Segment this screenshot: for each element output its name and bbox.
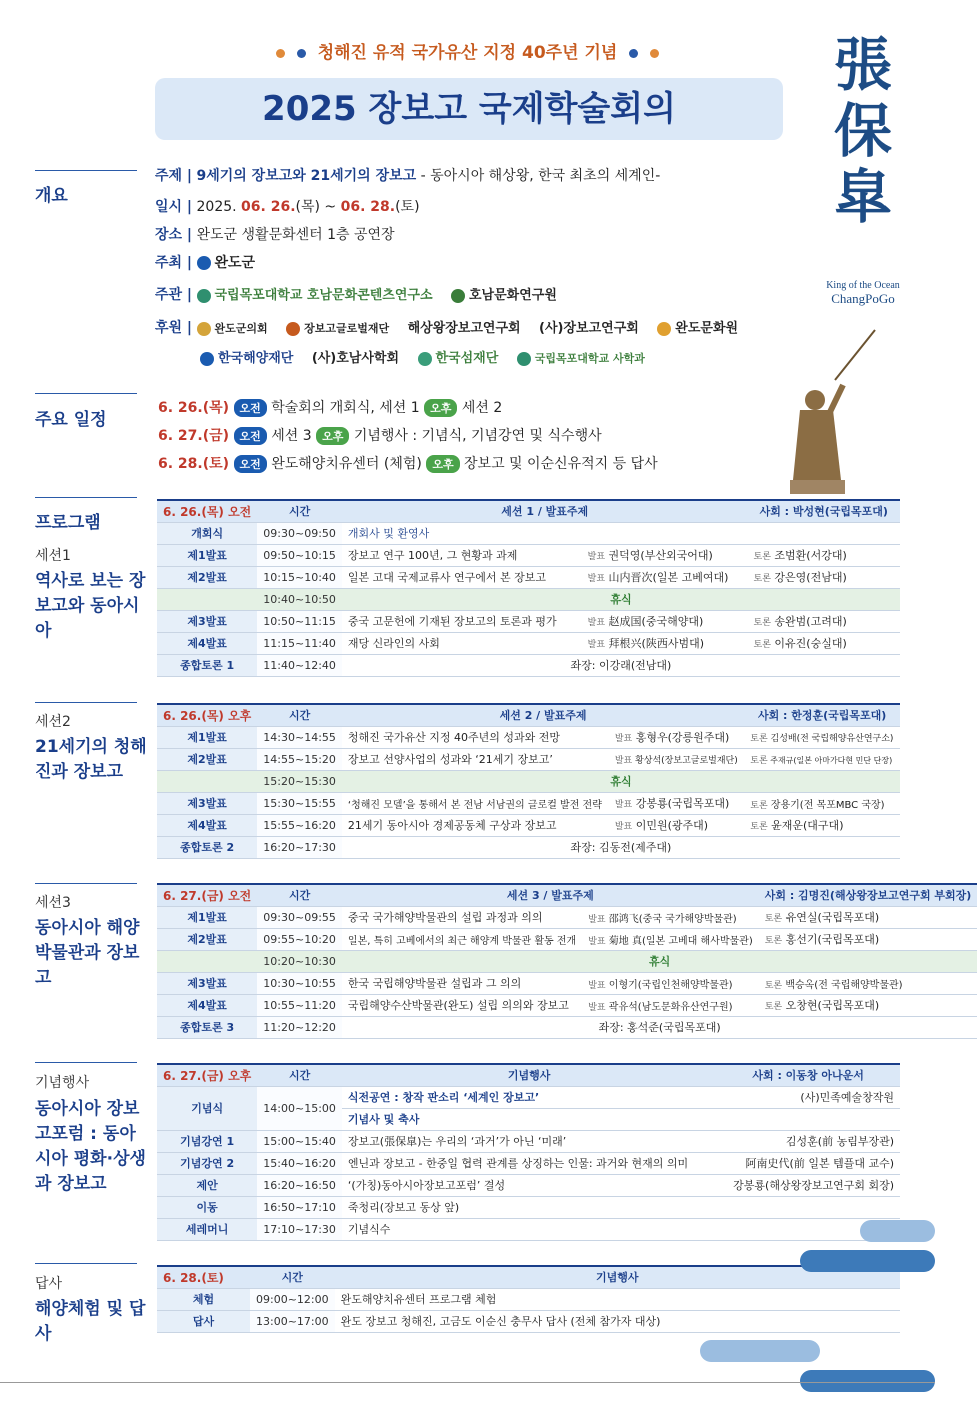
session1-title: 역사로 보는 장보고와 동아시아 [35, 571, 146, 641]
table-row: 10:20~10:30 휴식 [157, 950, 977, 972]
program-heading: 프로그램 [35, 513, 101, 533]
bottom-rule [0, 1382, 935, 1383]
session1-label: 세션1 [35, 548, 71, 564]
event-title: 2025 장보고 국제학술회의 [262, 89, 676, 129]
table-row: 제안 16:20~16:50 ‘(가칭)동아시아장보고포럼’ 결성 강봉룡(해상왕장보고연구회 회장) [157, 1174, 900, 1196]
table-row: 기념강연 2 15:40~16:20 엔닌과 장보고 - 한중일 협력 관계를 상징하는 인물: 과거와 현재의 의미 阿南史代(前 일본 템플대 교수) [157, 1152, 900, 1174]
history-dept-logo-icon [517, 352, 531, 366]
table-row: 개회식 09:30~09:50 개회사 및 환영사 [157, 522, 900, 544]
ocean-foundation-logo-icon [200, 352, 214, 366]
session2-table: 6. 26.(목) 오후 시간 세션 2 / 발표주제 사회 : 한정훈(국립목포대) 제1발표 14:30~14:55 청해진 국가유산 지정 40주년의 성과와 전망 발표 홍형우(강릉원주대) 토론 김성배(전 국립해양유산연구소) 제2발표 14:55~15:20 장보고 선양사업의 성과와 ‘21세기 장보고’ 발표 황상석(장보고글로벌재단) 토론 주재규(일본 아마가다현 민단 단장) 15:20~15:30 휴식 제3발표 15:30~15:55 ‘청해진 모델’을 통해서 본 전남 서남권의 글로컬 발전 전략 발표 강봉룡(국립목포대) 토론 장용기(전 목포MBC 국장) 제4발표 15:55~16:20 21세기 동아시아 경제공동체 구상과 장보고 발표 이민원(광주대) 토론 윤재운(대구대) 종합토론 2 16:20~17:30 좌장: 김동전(제주대) [157, 703, 900, 859]
theme-row: 주제 | 9세기의 장보고와 21세기의 장보고 - 동아시아 해상왕, 한국 최초의 세계인- [155, 168, 661, 184]
session2-title: 21세기의 청해진과 장보고 [35, 737, 147, 782]
section-divider [35, 883, 137, 884]
ceremony-table: 6. 27.(금) 오후 시간 기념행사 사회 : 이동창 아나운서 기념식 14:00~15:00 식전공연 : 창작 판소리 ‘세계인 장보고’ (사)민족예술창작원 기념사 및 축사 기념강연 1 15:00~15:40 장보고(張保皐)는 우리의 ‘과거’가 아닌 ‘미래’ 김성훈(前 농림부장관) 기념강연 2 15:40~16:20 엔닌과 장보고 - 한중일 협력 관계를 상징하는 인물: 과거와 현재의 의미 阿南史代(前 일본 템플대 교수) 제안 16:20~16:50 ‘(가칭)동아시아장보고포럼’ 결성 강봉룡(해상왕장보고연구회 회장) 이동 16:50~17:10 죽청리(장보고 동상 앞) 세레머니 17:10~17:30 기념식수 [157, 1063, 900, 1241]
date-row: 일시 | 2025. 06. 26.(목) ~ 06. 28.(토) [155, 199, 420, 215]
table-row: 답사 13:00~17:00 완도 장보고 청해진, 고금도 이순신 충무사 답사 (전체 참가자 대상) [157, 1310, 900, 1332]
table-row: 종합토론 1 11:40~12:40 좌장: 이강래(전남대) [157, 654, 900, 676]
session3-title: 동아시아 해양박물관과 장보고 [35, 918, 140, 988]
table-row: 기념강연 1 15:00~15:40 장보고(張保皐)는 우리의 ‘과거’가 아닌 ‘미래’ 김성훈(前 농림부장관) [157, 1130, 900, 1152]
university-logo-icon [197, 289, 211, 303]
ceremony-label: 기념행사 [35, 1075, 90, 1091]
schedule-row: 6. 28.(토) 오전 완도해양치유센터 (체험) 오후 장보고 및 이순신유적지 등 답사 [158, 456, 658, 472]
institute-logo-icon [451, 289, 465, 303]
wave-decoration [800, 1370, 935, 1392]
table-row: 이동 16:50~17:10 죽청리(장보고 동상 앞) [157, 1196, 900, 1218]
culture-center-logo-icon [657, 322, 671, 336]
session1-table: 6. 26.(목) 오전 시간 세션 1 / 발표주제 사회 : 박성현(국립목포대) 개회식 09:30~09:50 개회사 및 환영사 제1발표 09:50~10:15 장보고 연구 100년, 그 현황과 과제 발표 권덕영(부산외국어대) 토론 조범환(서강대) 제2발표 10:15~10:40 일본 고대 국제교류사 연구에서 본 장보고 발표 山内晋次(일본 고베여대) 토론 강은영(전남대) 10:40~10:50 휴식 제3발표 10:50~11:15 중국 고문헌에 기재된 장보고의 토론과 평가 발표 赵成国(중국해양대) 토론 송완범(고려대) 제4발표 11:15~11:40 재당 신라인의 사회 발표 拜根兴(陕西사범대) 토론 이유진(숭실대) 종합토론 1 11:40~12:40 좌장: 이강래(전남대) [157, 499, 900, 677]
sponsor-row-2: 한국해양재단 (사)호남사학회 한국섬재단 국립목포대학교 사학과 [200, 347, 659, 366]
table-row: 제4발표 10:55~11:20 국립해양수산박물관(완도) 설립 의의와 장보고 발표 곽유석(남도문화유산연구원) 토론 오창현(국립목포대) [157, 994, 977, 1016]
host-row: 주최 | 완도군 [155, 255, 256, 271]
section-divider [35, 497, 137, 498]
table-row: 세레머니 17:10~17:30 기념식수 [157, 1218, 900, 1240]
table-row: 제2발표 09:55~10:20 일본, 특히 고베에서의 최근 해양계 박물관 활동 전개 발표 菊地 真(일본 고베대 해사박물관) 토론 홍선기(국립목포대) [157, 928, 977, 950]
calligraphy-logo: 張 保 皐 [833, 31, 892, 231]
venue-row: 장소 | 완도군 생활문화센터 1층 공연장 [155, 227, 395, 243]
foundation-logo-icon [286, 322, 300, 336]
tour-table: 6. 28.(토) 시간 기념행사 체험 09:00~12:00 완도해양치유센터 프로그램 체험 답사 13:00~17:00 완도 장보고 청해진, 고금도 이순신 충무사 답사 (전체 참가자 대상) [157, 1265, 900, 1333]
schedule-heading: 주요 일정 [35, 410, 107, 430]
island-foundation-logo-icon [418, 352, 432, 366]
table-row: 제4발표 11:15~11:40 재당 신라인의 사회 발표 拜根兴(陕西사범대) 토론 이유진(숭실대) [157, 632, 900, 654]
section-divider [35, 1062, 137, 1063]
table-row: 10:40~10:50 휴식 [157, 588, 900, 610]
table-row: 종합토론 3 11:20~12:20 좌장: 홍석준(국립목포대) [157, 1016, 977, 1038]
table-row: 제1발표 14:30~14:55 청해진 국가유산 지정 40주년의 성과와 전망 발표 홍형우(강릉원주대) 토론 김성배(전 국립해양유산연구소) [157, 726, 900, 748]
wando-logo-icon [197, 256, 211, 270]
sponsor-row-1: 후원 | 완도군의회 장보고글로벌재단 해상왕장보고연구회 (사)장보고연구회 완도문화원 [155, 320, 739, 336]
table-row: 제1발표 09:30~09:55 중국 국가해양박물관의 설립 과정과 의의 발표 邵鸿飞(중국 국가해양박물관) 토론 유연실(국립목포대) [157, 906, 977, 928]
table-row: 제2발표 10:15~10:40 일본 고대 국제교류사 연구에서 본 장보고 발표 山内晋次(일본 고베여대) 토론 강은영(전남대) [157, 566, 900, 588]
schedule-row: 6. 26.(목) 오전 학술회의 개회식, 세션 1 오후 세션 2 [158, 400, 503, 416]
schedule-row: 6. 27.(금) 오전 세션 3 오후 기념행사 : 기념식, 기념강연 및 식수행사 [158, 428, 602, 444]
session2-label: 세션2 [35, 714, 71, 730]
table-row: 제3발표 15:30~15:55 ‘청해진 모델’을 통해서 본 전남 서남권의 글로컬 발전 전략 발표 강봉룡(국립목포대) 토론 장용기(전 목포MBC 국장) [157, 792, 900, 814]
table-row: 제3발표 10:50~11:15 중국 고문헌에 기재된 장보고의 토론과 평가 발표 赵成国(중국해양대) 토론 송완범(고려대) [157, 610, 900, 632]
table-row: 제2발표 14:55~15:20 장보고 선양사업의 성과와 ‘21세기 장보고’ 발표 황상석(장보고글로벌재단) 토론 주재규(일본 아마가다현 민단 단장) [157, 748, 900, 770]
event-title-box [155, 78, 783, 140]
table-row: 제4발표 15:55~16:20 21세기 동아시아 경제공동체 구상과 장보고 발표 이민원(광주대) 토론 윤재운(대구대) [157, 814, 900, 836]
table-row: 제3발표 10:30~10:55 한국 국립해양박물관 설립과 그 의의 발표 이형기(국립인천해양박물관) 토론 백승옥(전 국립해양박물관) [157, 972, 977, 994]
section-divider [35, 393, 137, 394]
event-subtitle: 청해진 유적 국가유산 지정 40주년 기념 [0, 38, 935, 63]
table-row: 제1발표 09:50~10:15 장보고 연구 100년, 그 현황과 과제 발표 권덕영(부산외국어대) 토론 조범환(서강대) [157, 544, 900, 566]
council-logo-icon [197, 322, 211, 336]
wave-decoration [800, 1250, 935, 1272]
wave-decoration [700, 1340, 820, 1362]
overview-heading: 개요 [35, 186, 68, 206]
section-divider [35, 170, 137, 171]
table-row: 15:20~15:30 휴식 [157, 770, 900, 792]
wave-decoration [860, 1220, 935, 1242]
statue-illustration [775, 330, 885, 500]
session3-label: 세션3 [35, 895, 71, 911]
tour-title: 해양체험 및 답사 [35, 1299, 146, 1344]
organizer-row: 주관 | 국립목포대학교 호남문화콘텐츠연구소 호남문화연구원 [155, 287, 557, 303]
table-row: 기념사 및 축사 [157, 1108, 900, 1130]
table-row: 기념식 14:00~15:00 식전공연 : 창작 판소리 ‘세계인 장보고’ (사)민족예술창작원 [157, 1086, 900, 1108]
session3-table: 6. 27.(금) 오전 시간 세션 3 / 발표주제 사회 : 김명진(해상왕장보고연구회 부회장) 제1발표 09:30~09:55 중국 국가해양박물관의 설립 과정과 의의 발표 邵鸿飞(중국 국가해양박물관) 토론 유연실(국립목포대) 제2발표 09:55~10:20 일본, 특히 고베에서의 최근 해양계 박물관 활동 전개 발표 菊地 真(일본 고베대 해사박물관) 토론 홍선기(국립목포대) 10:20~10:30 휴식 제3발표 10:30~10:55 한국 국립해양박물관 설립과 그 의의 발표 이형기(국립인천해양박물관) 토론 백승옥(전 국립해양박물관) 제4발표 10:55~11:20 국립해양수산박물관(완도) 설립 의의와 장보고 발표 곽유석(남도문화유산연구원) 토론 오창현(국립목포대) 종합토론 3 11:20~12:20 좌장: 홍석준(국립목포대) [157, 883, 977, 1039]
section-divider [35, 1263, 137, 1264]
tour-label: 답사 [35, 1276, 63, 1292]
table-row: 종합토론 2 16:20~17:30 좌장: 김동전(제주대) [157, 836, 900, 858]
ceremony-title: 동아시아 장보고포럼 : 동아시아 평화·상생과 장보고 [35, 1099, 146, 1194]
king-caption: King of the Ocean ChangPoGo [826, 280, 900, 306]
section-divider [35, 702, 137, 703]
table-row: 체험 09:00~12:00 완도해양치유센터 프로그램 체험 [157, 1288, 900, 1310]
